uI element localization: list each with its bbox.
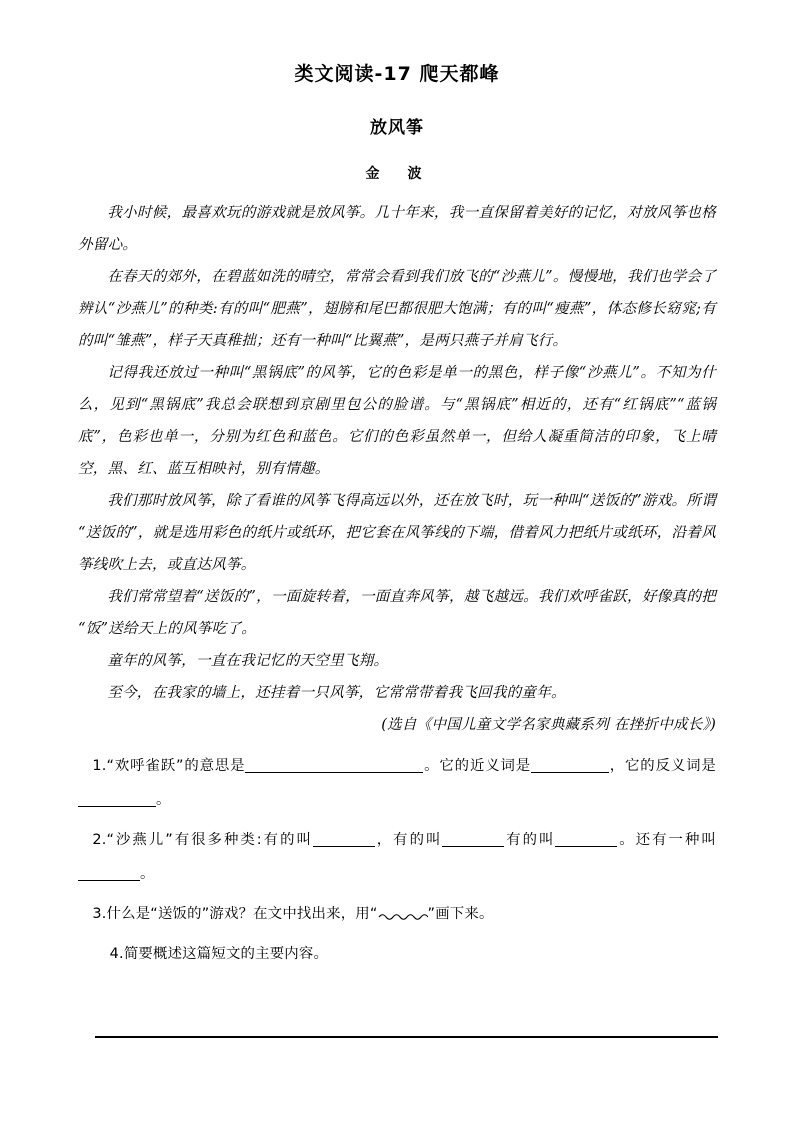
question-2-text-c: 有的叫 (504, 831, 556, 848)
question-2-text-e: 叫 (701, 831, 716, 848)
body-paragraph: 至今，在我家的墙上，还挂着一只风筝，它常常带着我飞回我的童年。 (107, 683, 566, 701)
question-4-text: 简要概述这篇短文的主要内容。 (123, 945, 329, 962)
question-2-text-b: ，有的叫 (374, 831, 443, 848)
question-2 (78, 823, 716, 891)
body-paragraph: 我小时候，最喜欢玩的游戏就是放风筝。几十年来，我一直保留着美好的记忆，对放风筝也格外留心。 (78, 203, 716, 253)
question-2-blank-2[interactable] (442, 831, 504, 847)
body-paragraph: 童年的风筝，一直在我记忆的天空里飞翔。 (107, 651, 389, 669)
question-1-text-b: 。它的近义词是 (423, 757, 532, 774)
question-1-blank-1[interactable] (245, 757, 423, 773)
bottom-divider (95, 1036, 718, 1038)
question-1-text-a: “欢呼雀跃”的意思是 (106, 757, 246, 774)
article-body (78, 197, 716, 709)
question-3-number: 3. (92, 905, 107, 922)
question-1-text-e: 。 (156, 791, 171, 808)
question-4-number: 4. (109, 945, 124, 962)
question-3-text-a: 什么是“送饭的”游戏？在文中找出来，用“ (106, 905, 378, 922)
question-2-blank-4[interactable] (78, 865, 140, 881)
article-author: 金 波 (365, 165, 429, 182)
questions-section (78, 749, 716, 971)
question-3 (78, 897, 716, 931)
question-4 (78, 937, 716, 971)
question-1 (78, 749, 716, 817)
question-1-text-c: ， (609, 757, 626, 774)
wavy-underline-icon (378, 910, 428, 920)
question-2-text-d: 。还有一种 (617, 831, 702, 848)
question-3-text-b: ”画下来。 (427, 905, 494, 922)
question-2-blank-1[interactable] (313, 831, 375, 847)
article-title: 放风筝 (370, 117, 424, 138)
question-1-number: 1. (92, 757, 107, 774)
question-1-blank-3[interactable] (78, 791, 156, 807)
body-paragraph: 我们常常望着“送饭的”，一面旋转着，一面直奔风筝，越飞越远。我们欢呼雀跃，好像真的把“饭”送给天上的风筝吃了。 (78, 587, 716, 637)
question-2-number: 2. (92, 831, 107, 848)
body-paragraph: 我们那时放风筝，除了看谁的风筝飞得高远以外，还在放飞时，玩一种叫“送饭的”游戏。所谓“送饭的”，就是选用彩色的纸片或纸环，把它套在风筝线的下端，借着风力把纸片或纸环，沿着风筝线吹上去，或直达风筝。 (78, 491, 716, 573)
question-1-blank-2[interactable] (531, 757, 609, 773)
document-content (78, 62, 716, 977)
body-paragraph: 在春天的郊外，在碧蓝如洗的晴空，常常会看到我们放飞的“沙燕儿”。慢慢地，我们也学会了辨认“沙燕儿”的种类:有的叫“肥燕”，翅膀和尾巴都很肥大饱满；有的叫“瘦燕”，体态修长窈窕;有的叫“雏燕”，样子天真稚拙；还有一种叫“比翼燕”，是两只燕子并肩飞行。 (78, 267, 716, 349)
body-paragraph: 记得我还放过一种叫“黑锅底”的风筝，它的色彩是单一的黑色，样子像“沙燕儿”。不知为什么，见到“黑锅底”我总会联想到京剧里包公的脸谱。与“黑锅底”相近的，还有“红锅底”“蓝锅底”，色彩也单一，分别为红色和蓝色。它们的色彩虽然单一，但给人凝重简洁的印象，飞上晴空，黑、红、蓝互相映衬，别有情趣。 (78, 363, 716, 477)
page-title: 类文阅读-17 爬天都峰 (294, 63, 500, 85)
question-2-text-a: “沙燕儿”有很多种类:有的叫 (106, 831, 313, 848)
question-1-text-d: 它的反义词是 (625, 757, 717, 774)
question-2-text-f: 。 (140, 865, 155, 882)
question-2-blank-3[interactable] (555, 831, 617, 847)
source-citation: (选自《中国儿童文学名家典藏系列 在挫折中成长》) (381, 715, 716, 733)
